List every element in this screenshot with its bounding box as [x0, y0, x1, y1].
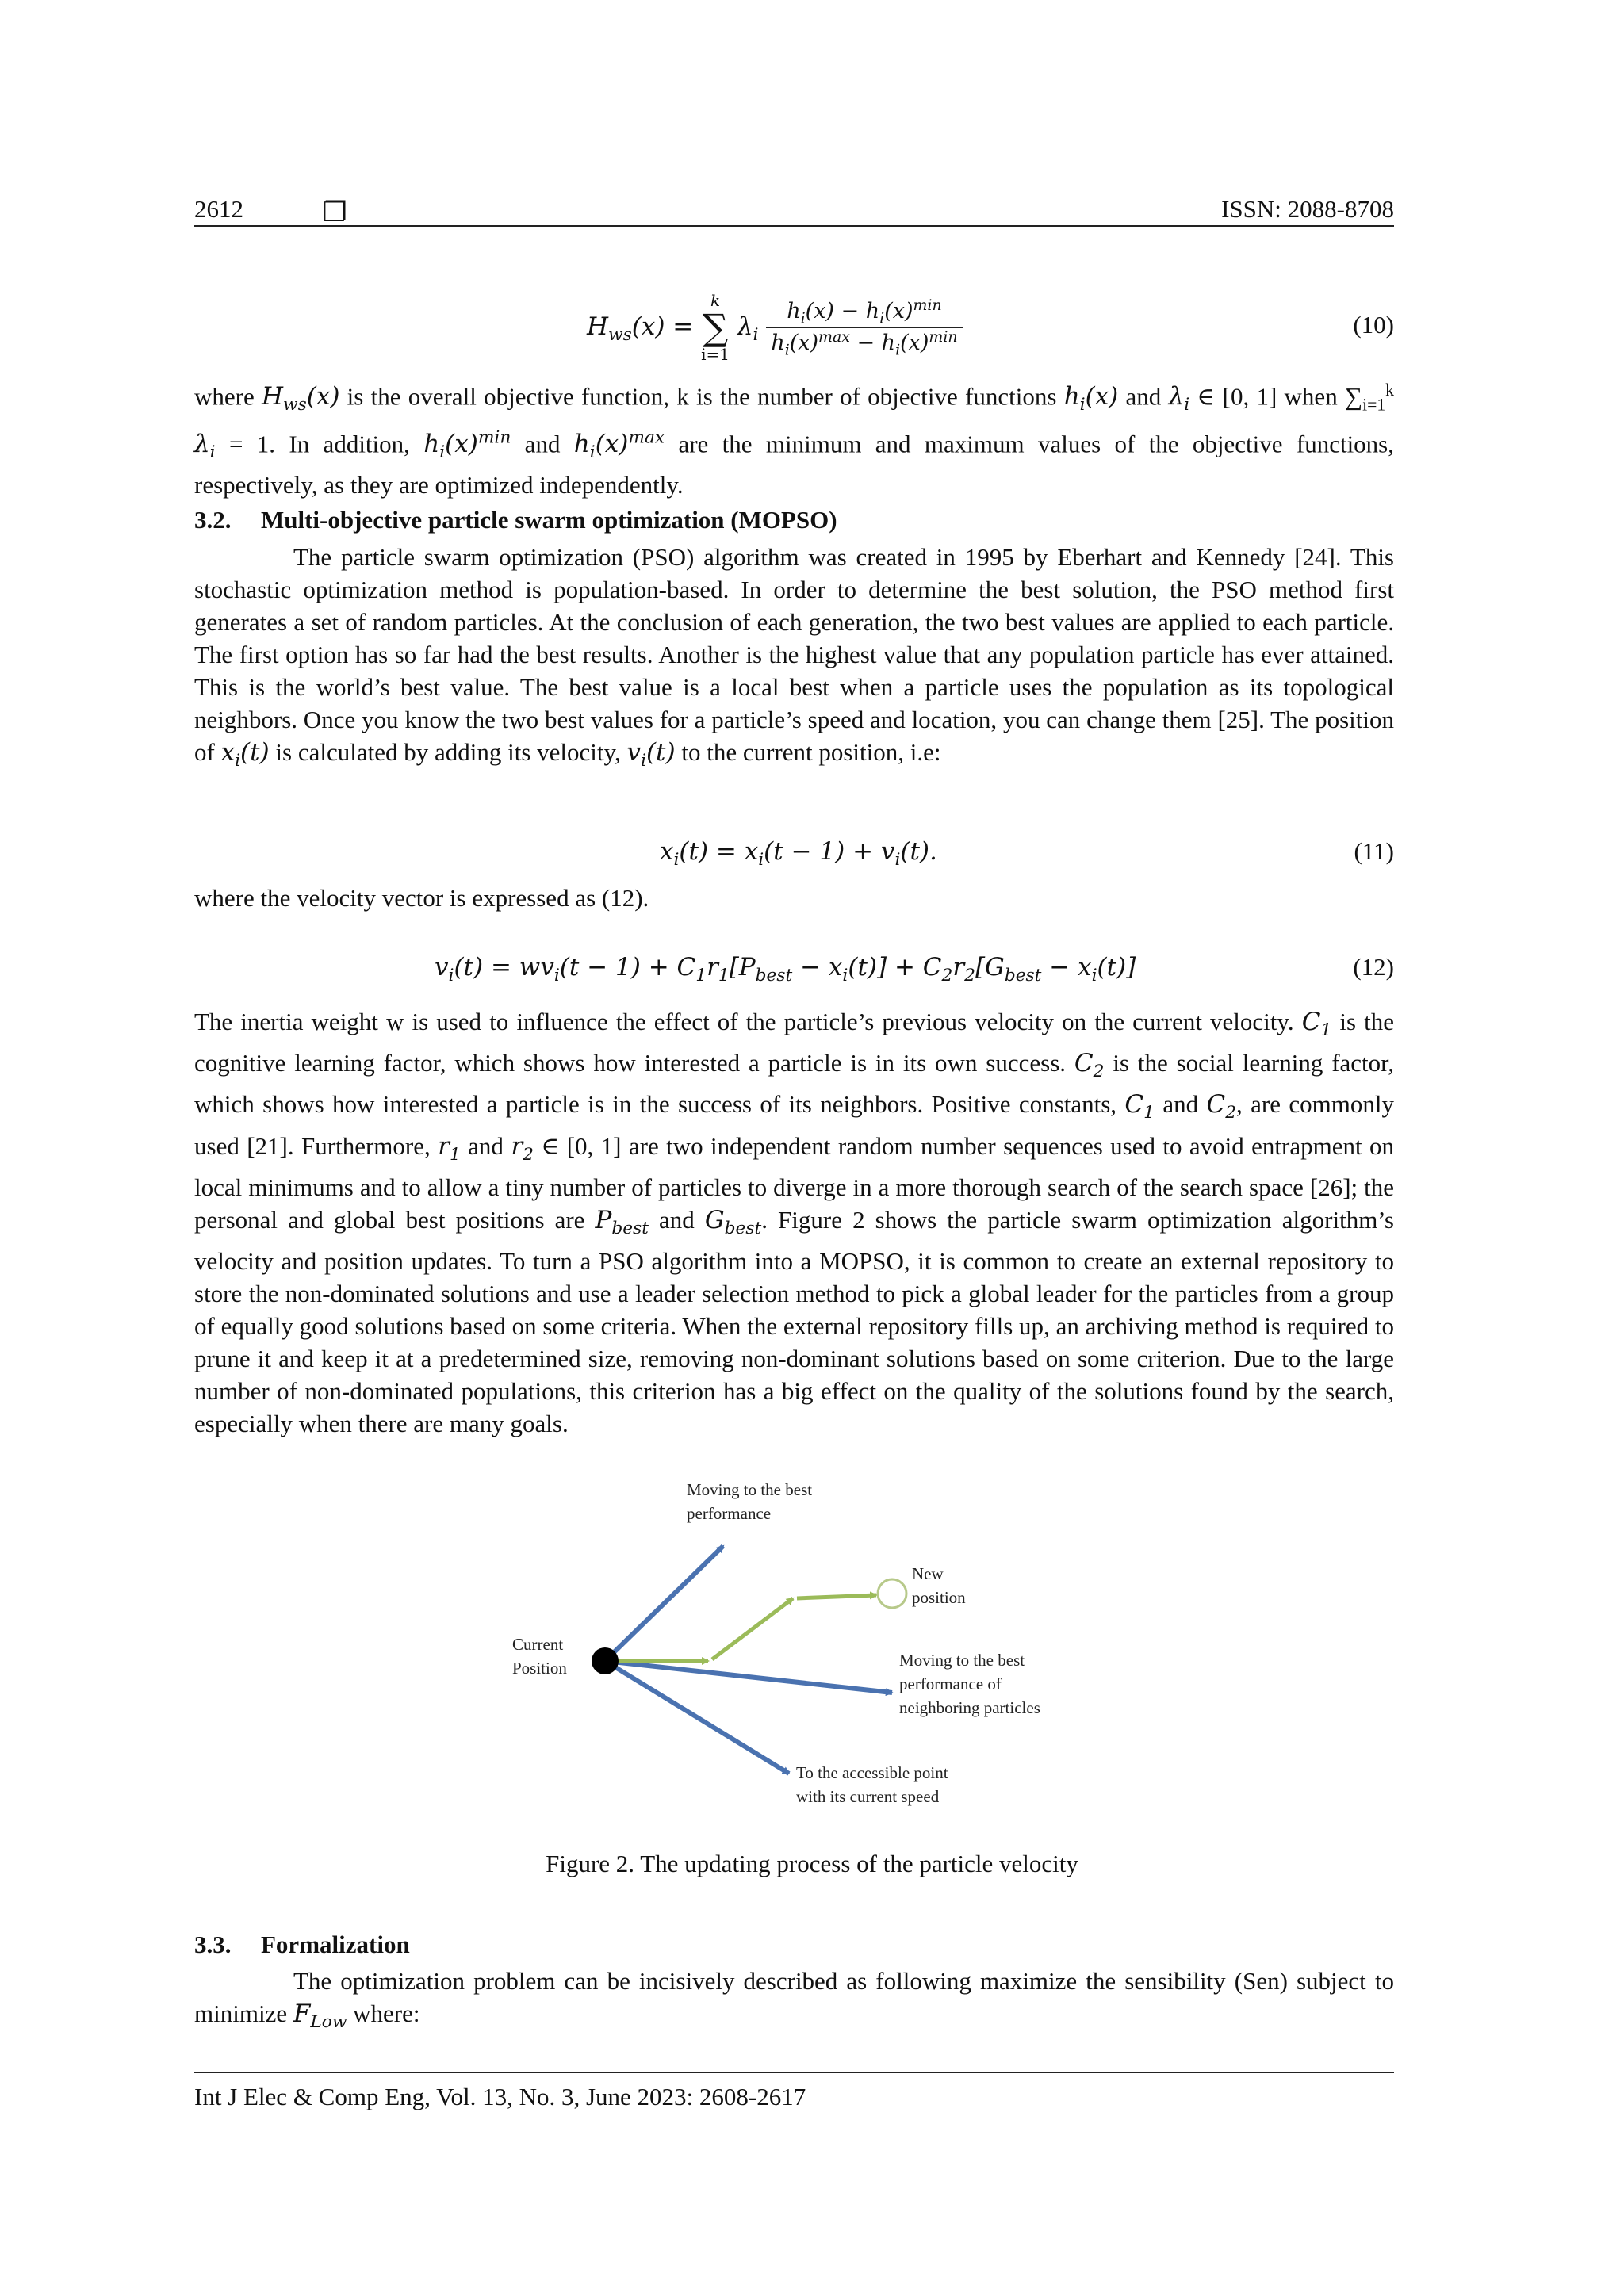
equation-11: $x_i(t) = x_i(t - 1) + v_i(t)$. [660, 837, 937, 871]
box-icon: ❐ [323, 197, 347, 228]
label-new-position: New position [912, 1564, 966, 1607]
equation-10: $H_{ws}(x)$ = k ∑ i=1 $\lambda_i$ $\frac{h_i(x) - h_i(x)^{min}}{h_i(x)^{max} - h_i(x)^{min}}$ [587, 292, 963, 363]
footer-rule [194, 2072, 1394, 2073]
paragraph-pso-intro: The particle swarm optimization (PSO) algorithm was created in 1995 by Eberhart and Kennedy [24]. This stochastic optimization method is population-based. In order to determine the best solution, the PSO method first generates a set of random particles. At the conclusion of each generation, the two best values are applied to each particle. The first option has so far had the best results. Another is the highest value that any population particle has ever attained. This is the world’s best value. The best value is a local best when a particle uses the population as its topological neighbors. Once you know the two best values for a particle’s speed and location, you can change them [25]. The position of $x_i(t)$ is calculated by adding its velocity, $v_i(t)$ to the current position, i.e: [194, 543, 1394, 771]
figure-2-caption: Figure 2. The updating process of the particle velocity [546, 1850, 1078, 1877]
label-moving-best-performance: Moving to the best performance [687, 1480, 813, 1523]
arrow-green-3 [797, 1595, 876, 1598]
current-position-node [592, 1647, 619, 1674]
paragraph-velocity-vector: where the velocity vector is expressed as (12). [194, 884, 649, 912]
equation-11-number: (11) [1354, 837, 1394, 865]
section-heading-3-2: 3.2. Multi-objective particle swarm optimization (MOPSO) [194, 506, 837, 534]
issn: ISSN: 2088-8708 [1221, 195, 1394, 223]
equation-12: $v_i(t) = wv_i(t - 1) + C_1r_1[P_{best} - x_i(t)] + C_2r_2[G_{best} - x_i(t)]$ [435, 953, 1136, 986]
paragraph-inertia-weight: The inertia weight w is used to influence the effect of the particle’s previous velocity on the current velocity. $C_1$ is the cognitive learning factor, which shows how interested a particle is in its own success. $C_2$ is the social learning factor, which shows how interested a particle is in the success of its neighbors. Positive constants, $C_1$ and $C_2$, are commonly used [21]. Furthermore, $r_1$ and $r_2$ ∈ [0, 1] are two independent random number sequences used to avoid entrapment on local minimums and to allow a tiny number of particles to diverge in a more thorough search of the search space [26]; the personal and global best positions are $P_{best}$ and $G_{best}$. Figure 2 shows the particle swarm optimization algorithm’s velocity and position updates. To turn a PSO algorithm into a MOPSO, it is common to create an external repository to store the non-dominated solutions and use a leader selection method to pick a global leader for the particles from a group of equally good solutions based on some criteria. When the external repository fills up, an archiving method is required to prune it and keep it at a predetermined size, removing non-dominant solutions based on some criterion. Due to the large number of non-dominated populations, this criterion has a big effect on the quality of the solutions found by the search, especially when there are many goals. [194, 1008, 1394, 1437]
page-number: 2612 [194, 195, 243, 223]
arrow-best-performance [605, 1546, 723, 1661]
arrow-green-2 [712, 1598, 793, 1659]
new-position-node [878, 1579, 906, 1608]
label-current-position: Current Position [512, 1635, 567, 1678]
label-moving-neighbor-performance: Moving to the best performance of neighboring particles [899, 1651, 1040, 1717]
label-accessible-point: To the accessible point with its current speed [796, 1763, 948, 1806]
equation-10-number: (10) [1353, 311, 1394, 339]
page-footer: Int J Elec & Comp Eng, Vol. 13, No. 3, June 2023: 2608-2617 [194, 2083, 806, 2110]
paragraph-formalization: The optimization problem can be incisively described as following maximize the sensibility (Sen) subject to minimize $F_{Low}$ where: [194, 1967, 1394, 2033]
paragraph-eq10-explanation: where $H_{ws}(x)$ is the overall objective function, k is the number of objective functions $h_i(x)$ and $\lambda_i$ ∈ [0, 1] when $\sum_{i=1}^k$ $\lambda_i = 1$. In addition, $h_i(x)^{min}$ and $h_i(x)^{max}$ are the minimum and maximum values of the objective functions, respectively, as they are optimized independently. [194, 381, 1395, 499]
page-header [194, 195, 1394, 227]
section-heading-3-3: 3.3. Formalization [194, 1931, 410, 1958]
header-rule [194, 225, 1394, 227]
equation-12-number: (12) [1353, 953, 1394, 981]
